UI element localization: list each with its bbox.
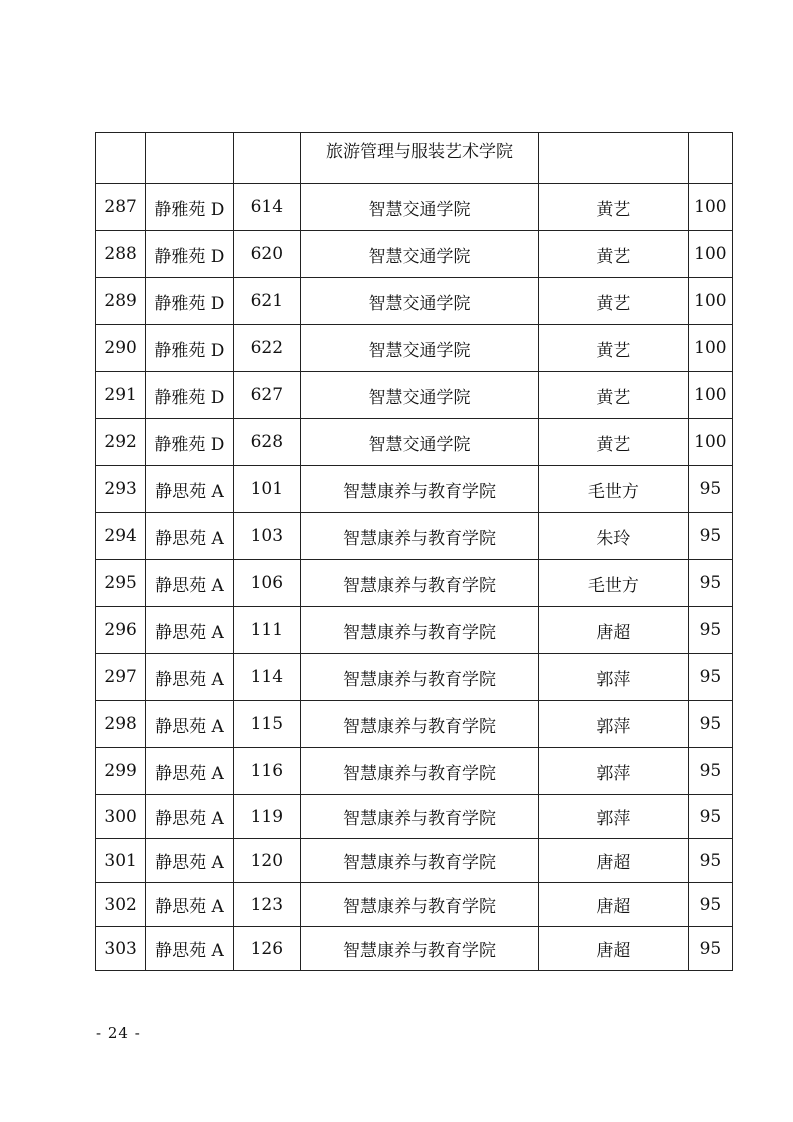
cell-building: 静雅苑 D xyxy=(146,372,233,419)
cell-no: 294 xyxy=(96,513,146,560)
cell-room: 620 xyxy=(233,231,300,278)
cell-room: 126 xyxy=(233,927,300,971)
cell-inspector xyxy=(539,133,689,184)
cell-no: 301 xyxy=(96,839,146,883)
table-row xyxy=(96,654,733,701)
cell-room: 116 xyxy=(233,748,300,795)
cell-college: 智慧康养与教育学院 xyxy=(300,927,538,971)
cell-building: 静思苑 A xyxy=(146,883,233,927)
cell-score: 95 xyxy=(688,701,732,748)
cell-no: 297 xyxy=(96,654,146,701)
cell-room: 101 xyxy=(233,466,300,513)
dormitory-inspection-table xyxy=(95,132,733,971)
cell-no: 296 xyxy=(96,607,146,654)
cell-score: 95 xyxy=(688,795,732,839)
cell-no: 288 xyxy=(96,231,146,278)
cell-building: 静雅苑 D xyxy=(146,419,233,466)
table-row xyxy=(96,325,733,372)
cell-score: 95 xyxy=(688,607,732,654)
cell-building: 静思苑 A xyxy=(146,466,233,513)
cell-no: 303 xyxy=(96,927,146,971)
cell-inspector: 唐超 xyxy=(539,927,689,971)
cell-college: 智慧康养与教育学院 xyxy=(300,839,538,883)
cell-room: 119 xyxy=(233,795,300,839)
cell-room: 627 xyxy=(233,372,300,419)
cell-no: 290 xyxy=(96,325,146,372)
cell-college: 智慧康养与教育学院 xyxy=(300,654,538,701)
cell-no: 289 xyxy=(96,278,146,325)
cell-room: 114 xyxy=(233,654,300,701)
cell-no: 287 xyxy=(96,184,146,231)
cell-inspector: 黄艺 xyxy=(539,372,689,419)
cell-college: 智慧交通学院 xyxy=(300,419,538,466)
cell-building: 静思苑 A xyxy=(146,748,233,795)
cell-score: 100 xyxy=(688,372,732,419)
cell-inspector: 黄艺 xyxy=(539,278,689,325)
cell-room: 111 xyxy=(233,607,300,654)
table-row xyxy=(96,513,733,560)
cell-score: 100 xyxy=(688,278,732,325)
cell-college: 智慧康养与教育学院 xyxy=(300,795,538,839)
cell-score: 95 xyxy=(688,560,732,607)
cell-inspector: 唐超 xyxy=(539,839,689,883)
cell-inspector: 毛世方 xyxy=(539,466,689,513)
cell-inspector: 黄艺 xyxy=(539,184,689,231)
cell-building: 静雅苑 D xyxy=(146,184,233,231)
cell-college: 智慧康养与教育学院 xyxy=(300,607,538,654)
cell-score: 95 xyxy=(688,883,732,927)
cell-inspector: 黄艺 xyxy=(539,325,689,372)
cell-no: 302 xyxy=(96,883,146,927)
cell-college: 智慧交通学院 xyxy=(300,231,538,278)
cell-building: 静思苑 A xyxy=(146,513,233,560)
table-row xyxy=(96,607,733,654)
cell-no: 292 xyxy=(96,419,146,466)
table-row xyxy=(96,231,733,278)
table-row-continued xyxy=(96,133,733,184)
table-row xyxy=(96,927,733,971)
cell-building: 静思苑 A xyxy=(146,795,233,839)
cell-room: 628 xyxy=(233,419,300,466)
cell-inspector: 唐超 xyxy=(539,883,689,927)
cell-no: 293 xyxy=(96,466,146,513)
cell-inspector: 唐超 xyxy=(539,607,689,654)
cell-building: 静雅苑 D xyxy=(146,278,233,325)
cell-building: 静雅苑 D xyxy=(146,325,233,372)
table-row xyxy=(96,839,733,883)
cell-score: 95 xyxy=(688,927,732,971)
cell-room: 614 xyxy=(233,184,300,231)
table-row xyxy=(96,883,733,927)
cell-building: 静思苑 A xyxy=(146,607,233,654)
table-row xyxy=(96,372,733,419)
cell-room: 622 xyxy=(233,325,300,372)
cell-no: 298 xyxy=(96,701,146,748)
cell-room: 106 xyxy=(233,560,300,607)
cell-inspector: 毛世方 xyxy=(539,560,689,607)
cell-room: 120 xyxy=(233,839,300,883)
table-row xyxy=(96,748,733,795)
cell-inspector: 郭萍 xyxy=(539,701,689,748)
cell-no: 295 xyxy=(96,560,146,607)
cell-score xyxy=(688,133,732,184)
cell-building: 静思苑 A xyxy=(146,839,233,883)
cell-college: 智慧交通学院 xyxy=(300,184,538,231)
table-row xyxy=(96,560,733,607)
cell-building: 静思苑 A xyxy=(146,654,233,701)
cell-score: 95 xyxy=(688,466,732,513)
cell-college: 智慧康养与教育学院 xyxy=(300,466,538,513)
cell-college: 智慧交通学院 xyxy=(300,372,538,419)
cell-room xyxy=(233,133,300,184)
cell-score: 95 xyxy=(688,654,732,701)
cell-building xyxy=(146,133,233,184)
cell-building: 静思苑 A xyxy=(146,560,233,607)
dormitory-table-container xyxy=(95,132,733,971)
cell-score: 95 xyxy=(688,513,732,560)
cell-score: 100 xyxy=(688,184,732,231)
page-number: - 24 - xyxy=(96,1024,141,1042)
cell-no: 291 xyxy=(96,372,146,419)
cell-building: 静思苑 A xyxy=(146,701,233,748)
table-row xyxy=(96,701,733,748)
cell-college: 智慧康养与教育学院 xyxy=(300,701,538,748)
cell-score: 100 xyxy=(688,325,732,372)
table-row xyxy=(96,795,733,839)
table-row xyxy=(96,278,733,325)
cell-building: 静雅苑 D xyxy=(146,231,233,278)
cell-college: 智慧康养与教育学院 xyxy=(300,883,538,927)
cell-no xyxy=(96,133,146,184)
cell-inspector: 郭萍 xyxy=(539,795,689,839)
cell-room: 123 xyxy=(233,883,300,927)
table-row xyxy=(96,466,733,513)
cell-inspector: 郭萍 xyxy=(539,748,689,795)
cell-no: 300 xyxy=(96,795,146,839)
table-body xyxy=(96,133,733,971)
cell-college: 智慧康养与教育学院 xyxy=(300,560,538,607)
cell-college: 旅游管理与服装艺术学院 xyxy=(300,133,538,184)
cell-room: 621 xyxy=(233,278,300,325)
cell-college: 智慧康养与教育学院 xyxy=(300,513,538,560)
cell-inspector: 郭萍 xyxy=(539,654,689,701)
cell-college: 智慧康养与教育学院 xyxy=(300,748,538,795)
table-row xyxy=(96,419,733,466)
cell-college: 智慧交通学院 xyxy=(300,278,538,325)
cell-college: 智慧交通学院 xyxy=(300,325,538,372)
cell-building: 静思苑 A xyxy=(146,927,233,971)
cell-score: 100 xyxy=(688,231,732,278)
cell-score: 95 xyxy=(688,839,732,883)
cell-no: 299 xyxy=(96,748,146,795)
cell-score: 100 xyxy=(688,419,732,466)
cell-inspector: 朱玲 xyxy=(539,513,689,560)
cell-room: 103 xyxy=(233,513,300,560)
cell-score: 95 xyxy=(688,748,732,795)
cell-inspector: 黄艺 xyxy=(539,419,689,466)
cell-room: 115 xyxy=(233,701,300,748)
cell-inspector: 黄艺 xyxy=(539,231,689,278)
table-row xyxy=(96,184,733,231)
